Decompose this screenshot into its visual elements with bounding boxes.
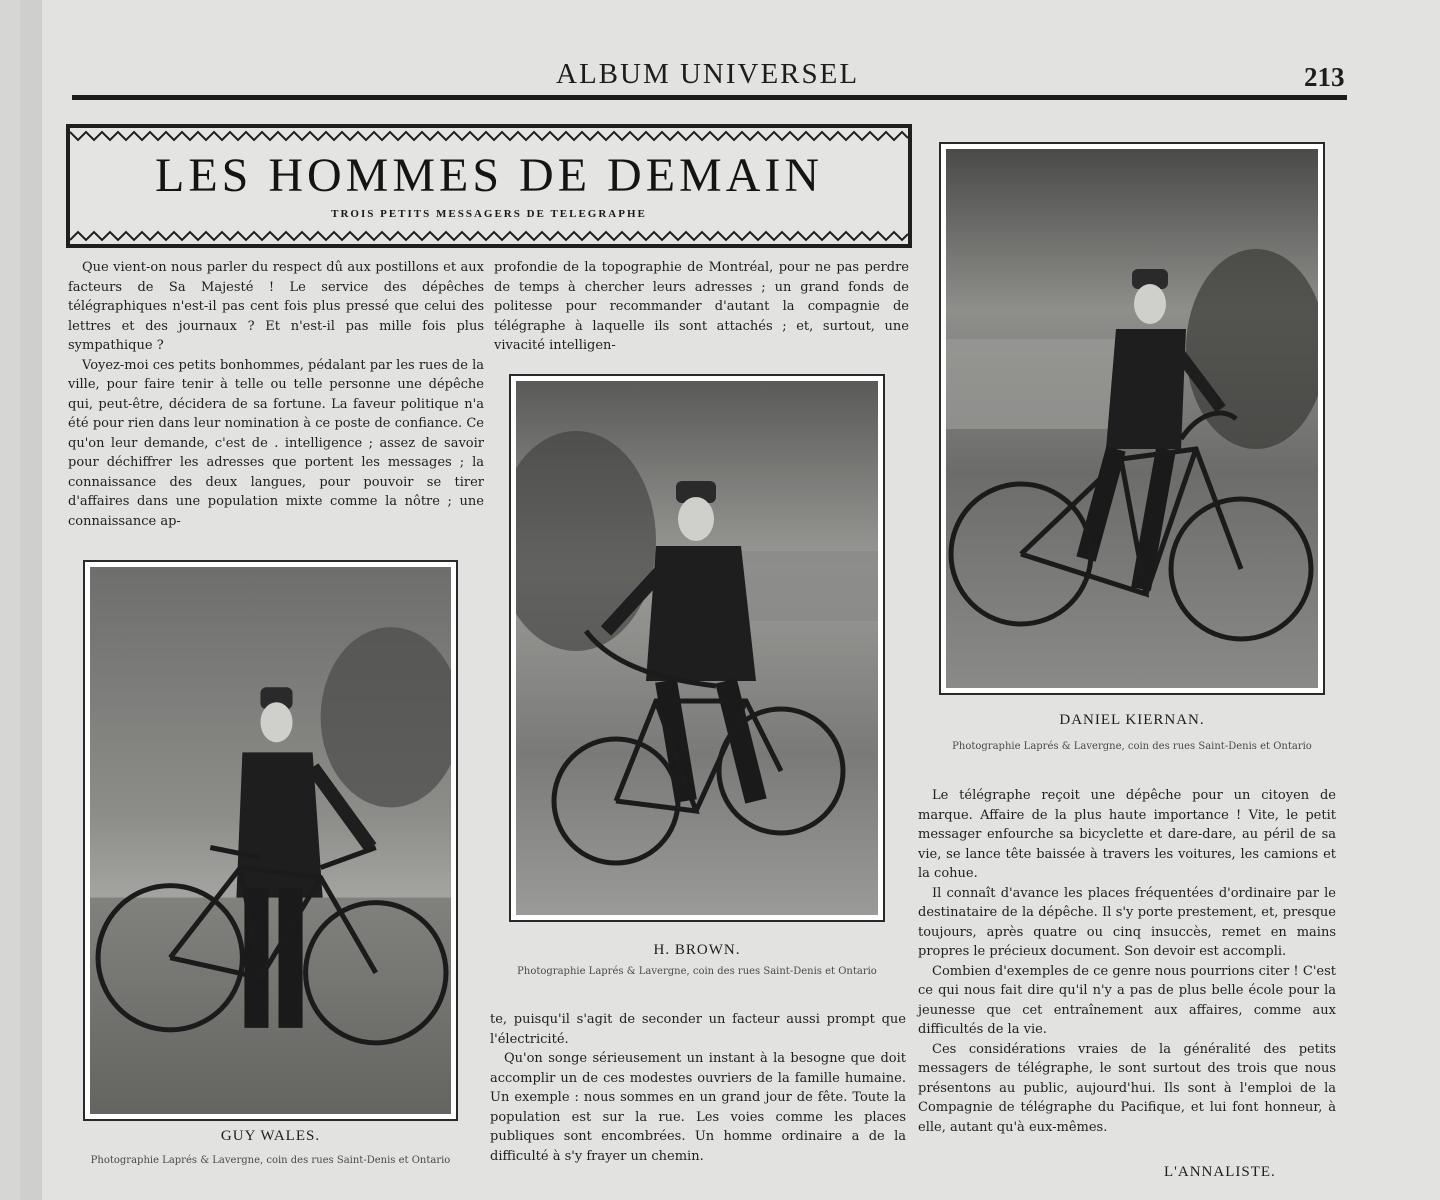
paragraph: Voyez-moi ces petits bonhommes, pédalant par les rues de la ville, pour faire tenir à telle ou telle personne une dépêche qui, peut-être, décidera de sa fortune. La faveur politique n'a été pour rien dans leur nomination à ce poste de confiance. Ce qu'on leur demande, c'est de . intelligence ; assez de savoir pour déchiffrer les adresses que portent les messages ; la connaissance des deux langues, pour pouvoir se tirer d'affaires dans une population mixte comme la nôtre ; une connaissance ap- xyxy=(68,357,484,529)
zigzag-border-top xyxy=(70,130,908,142)
article-signature: L'ANNALISTE. xyxy=(1164,1164,1276,1180)
photo-image xyxy=(90,567,451,1114)
header-rule xyxy=(72,95,1347,100)
zigzag-border-bottom xyxy=(70,230,908,242)
page-number: 213 xyxy=(1304,62,1345,92)
photo-caption-name: DANIEL KIERNAN. xyxy=(1059,712,1205,728)
photo-caption-credit: Photographie Laprés & Lavergne, coin des rues Saint-Denis et Ontario xyxy=(952,741,1312,752)
running-title: ALBUM UNIVERSEL xyxy=(556,58,860,90)
text-column-1 xyxy=(68,258,484,531)
paragraph: Que vient-on nous parler du respect dû aux postillons et aux facteurs de Sa Majesté ! Le service des dépêches télégraphiques n'est-il pas cent fois plus pressé que celui des lettres et des journaux ? Et n'est-il pas mille fois plus sympathique ? xyxy=(68,260,484,353)
text-column-3 xyxy=(918,786,1336,1137)
magazine-page xyxy=(20,0,1440,1200)
paragraph: profondie de la topographie de Montréal, pour ne pas perdre de temps à chercher leurs adresses ; un grand fonds de politesse pour recommander d'autant la compagnie de télégraphe à laquelle ils sont attachés ; et, surtout, une vivacité intelligen- xyxy=(494,260,909,353)
title-box xyxy=(66,124,912,248)
article-subtitle: TROIS PETITS MESSAGERS DE TELEGRAPHE xyxy=(331,208,647,220)
photo-daniel-kiernan xyxy=(939,142,1325,695)
article-title: LES HOMMES DE DEMAIN xyxy=(155,149,823,202)
paragraph: Qu'on songe sérieusement un instant à la besogne que doit accomplir un de ces modestes ouvriers de la famille humaine. Un exemple : nous sommes en un grand jour de fête. Toute la population est sur la rue. Les voies comme les places publiques sont encombrées. Un homme ordinaire a de la difficulté à s'y frayer un chemin. xyxy=(490,1051,906,1164)
paragraph: te, puisqu'il s'agit de seconder un facteur aussi prompt que l'électricité. xyxy=(490,1012,906,1047)
photo-h-brown xyxy=(509,374,885,922)
photo-caption-credit: Photographie Laprés & Lavergne, coin des rues Saint-Denis et Ontario xyxy=(90,1155,451,1166)
photo-guy-wales xyxy=(83,560,458,1121)
paragraph: Combien d'exemples de ce genre nous pourrions citer ! C'est ce qui nous fait dire qu'il n'y a pas de plus belle école pour la jeunesse que cet entraînement aux affaires, comme aux difficultés de la vie. xyxy=(918,963,1336,1037)
photo-caption-name: H. BROWN. xyxy=(653,942,741,958)
page-edge xyxy=(20,0,42,1200)
paragraph: Le télégraphe reçoit une dépêche pour un citoyen de marque. Affaire de la plus haute importance ! Vite, le petit messager enfourche sa bicyclette et dare-dare, au péril de sa vie, se lance tête baissée à travers les voitures, les camions et la cohue. xyxy=(918,788,1336,881)
photo-image xyxy=(516,381,878,915)
paragraph: Il connaît d'avance les places fréquentées d'ordinaire par le destinataire de la dépêche. Il s'y porte prestement, et, presque toujours, après quatre ou cinq insuccès, remet en mains propres le précieux document. Son devoir est accompli. xyxy=(918,885,1336,959)
text-column-2-top xyxy=(494,258,909,356)
photo-image xyxy=(946,149,1318,688)
photo-caption-credit: Photographie Laprés & Lavergne, coin des rues Saint-Denis et Ontario xyxy=(517,966,877,977)
paragraph: Ces considérations vraies de la généralité des petits messagers de télégraphe, le sont surtout des trois que nous présentons au public, aujourd'hui. Ils sont à l'emploi de la Compagnie de télégraphe du Pacifique, et lui font honneur, à elle, autant qu'à eux-mêmes. xyxy=(918,1041,1336,1135)
text-column-2-bottom xyxy=(490,1010,906,1166)
photo-caption-name: GUY WALES. xyxy=(220,1128,321,1144)
